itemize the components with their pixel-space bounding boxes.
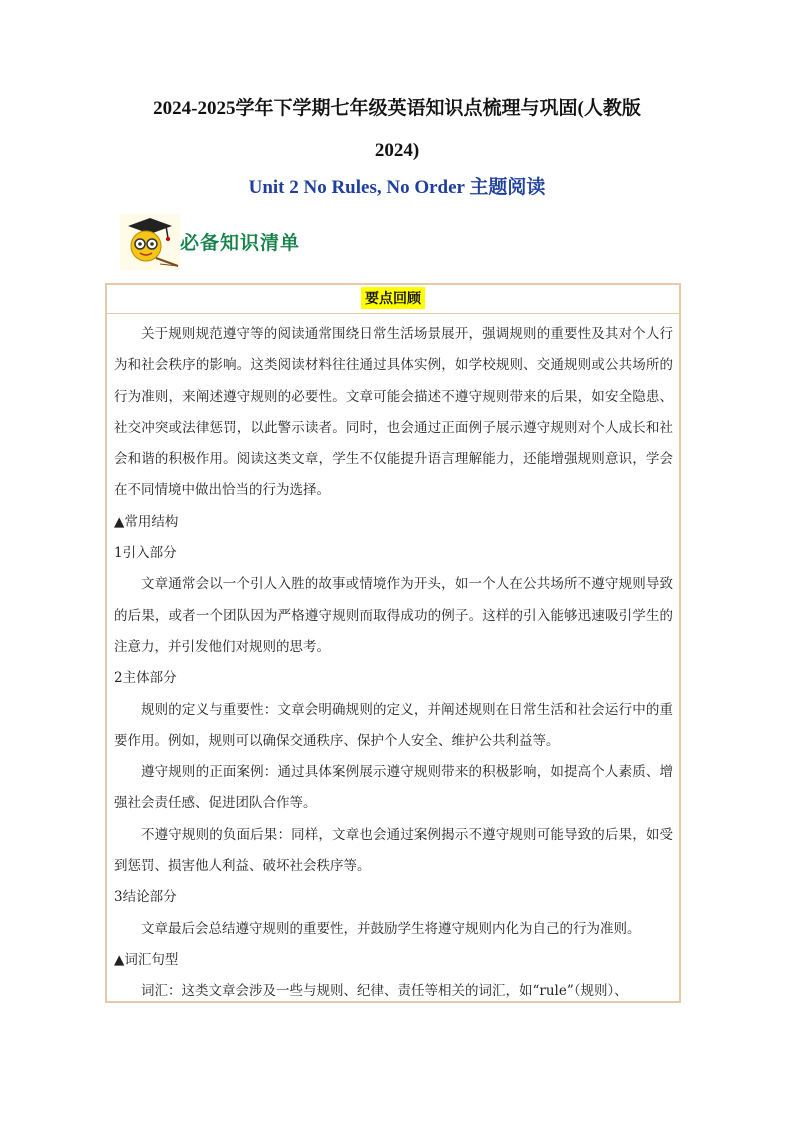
paragraph-rule-definition: 规则的定义与重要性：文章会明确规则的定义，并阐述规则在日常生活和社会运行中的重要作用。例如，规则可以确保交通秩序、保护个人安全、维护公共利益等。 [114,701,673,749]
box-content [107,314,679,1003]
subheading-conclusion: 3结论部分 [114,889,177,906]
box-heading: 要点回顾 [361,287,425,309]
unit-subtitle: Unit 2 No Rules, No Order 主题阅读 [248,177,546,198]
paragraph-vocabulary: 词汇：这类文章会涉及一些与规则、纪律、责任等相关的词汇，如“rule”（规则）、 [141,983,628,1000]
box-heading-row [107,285,679,313]
section-title: 必备知识清单 [180,232,301,254]
paragraph-positive-cases: 遵守规则的正面案例：通过具体案例展示遵守规则带来的积极影响，如提高个人素质、增强社会责任感、促进团队合作等。 [114,764,673,812]
section-header [120,214,380,270]
intro-paragraph: 关于规则规范遵守等的阅读通常围绕日常生活场景展开，强调规则的重要性及其对个人行为和社会秩序的影响。这类阅读材料往往通过具体实例，如学校规则、交通规则或公共场所的行为准则，来阐述遵守规则的必要性。文章可能会描述不遵守规则带来的后果，如安全隐患、社交冲突或法律惩罚，以此警示读者。同时，也会通过正面例子展示遵守规则对个人成长和社会和谐的积极作用。阅读这类文章，学生不仅能提升语言理解能力，还能增强规则意识，学会在不同情境中做出恰当的行为选择。 [114,326,673,499]
document-title-line1: 2024-2025学年下学期七年级英语知识点梳理与巩固(人教版 [153,98,641,119]
key-points-box [105,283,681,1003]
paragraph-intro-part: 文章通常会以一个引人入胜的故事或情境作为开头，如一个人在公共场所不遵守规则导致的后果，或者一个团队因为严格遵守规则而取得成功的例子。这样的引入能够迅速吸引学生的注意力，并引发他们对规则的思考。 [114,576,673,655]
subheading-body: 2主体部分 [114,670,177,687]
subheading-intro: 1引入部分 [114,545,177,562]
paragraph-negative-cases: 不遵守规则的负面后果：同样，文章也会通过案例揭示不遵守规则可能导致的后果，如受到惩罚、损害他人利益、破坏社会秩序等。 [114,826,673,875]
heading-vocabulary: ▲词汇句型 [114,951,179,968]
paragraph-conclusion: 文章最后会总结遵守规则的重要性，并鼓励学生将遵守规则内化为自己的行为准则。 [141,920,641,937]
heading-structure: ▲常用结构 [114,513,179,530]
document-title-line2: 2024) [374,140,420,161]
scholar-mascot-icon [120,214,180,270]
